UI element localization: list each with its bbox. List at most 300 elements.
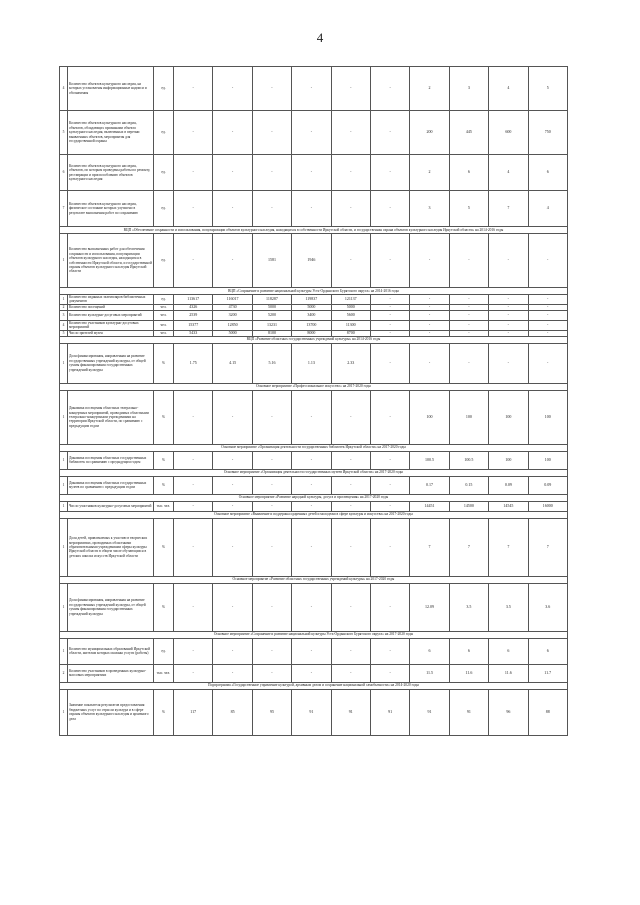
indicator-value: - xyxy=(331,583,370,631)
indicator-name: Количество объектов культурного наследия, объектов, обладающих признаками объекта культурного наследия, включенных в перечни выявленных объектов, мероприятия для государственной охраны xyxy=(68,111,154,155)
indicator-value: 1946 xyxy=(292,234,331,288)
indicator-value: 3 xyxy=(410,191,449,227)
indicator-value: - xyxy=(370,304,409,310)
indicator-value: 3200 xyxy=(213,310,252,320)
indicator-value: 100 xyxy=(489,390,528,444)
indicator-value: 4 xyxy=(489,155,528,191)
indicator-value: - xyxy=(449,234,488,288)
section-title: Основное мероприятие «Сохранение и развитие национальной культуры Усть-Ордынского Бурятского округа» на 2017-2020 годы xyxy=(60,631,568,638)
indicator-value: - xyxy=(213,155,252,191)
indicator-value: - xyxy=(370,67,409,111)
table-row xyxy=(60,390,568,444)
section-header-row xyxy=(60,227,568,234)
indicator-value: - xyxy=(370,330,409,336)
unit-of-measure: % xyxy=(154,518,174,576)
table-row xyxy=(60,310,568,320)
indicator-value: - xyxy=(370,583,409,631)
indicator-value: 3.5 xyxy=(449,583,488,631)
indicator-value: 16000 xyxy=(528,501,567,511)
indicator-value: - xyxy=(252,518,291,576)
indicator-value: - xyxy=(489,330,528,336)
indicator-value: 100.5 xyxy=(410,451,449,469)
indicator-value: - xyxy=(292,638,331,664)
indicator-name: Динамика посещения областных государственных музеев по сравнению с предыдущим годом xyxy=(68,476,154,494)
indicator-value: - xyxy=(292,476,331,494)
indicator-name: Доля финансирования, направленная на развитие государственных учреждений культуры, от общей суммы финансирования государственных учреждений культуры xyxy=(68,583,154,631)
table-row xyxy=(60,191,568,227)
indicator-value: 11.6 xyxy=(489,664,528,682)
section-title: ВЦП «Развитие областных государственных учреждений культуры» на 2014-2016 годы xyxy=(60,336,568,343)
indicator-value: - xyxy=(410,310,449,320)
indicator-value: 1.75 xyxy=(174,343,213,383)
indicator-value: - xyxy=(449,304,488,310)
section-header-row xyxy=(60,576,568,583)
indicator-value: 5000 xyxy=(213,330,252,336)
indicator-value: - xyxy=(213,234,252,288)
indicator-value: 1.13 xyxy=(292,343,331,383)
indicator-value: 4.15 xyxy=(213,343,252,383)
indicator-value: - xyxy=(252,451,291,469)
indicator-value: 11300 xyxy=(331,320,370,330)
indicator-value: - xyxy=(213,390,252,444)
row-number: 1 xyxy=(60,501,68,511)
indicator-value: - xyxy=(252,583,291,631)
indicator-value: - xyxy=(449,330,488,336)
row-number: 7 xyxy=(60,191,68,227)
indicator-value: 750 xyxy=(528,111,567,155)
indicator-value: 5000 xyxy=(331,304,370,310)
row-number: 2 xyxy=(60,664,68,682)
unit-of-measure: % xyxy=(154,343,174,383)
table-row xyxy=(60,155,568,191)
indicator-value: - xyxy=(174,476,213,494)
indicator-value: 14545 xyxy=(489,501,528,511)
indicator-value: - xyxy=(449,320,488,330)
indicator-value: - xyxy=(252,476,291,494)
indicator-value: - xyxy=(489,343,528,383)
section-title: ВЦП «Обеспечение сохранности и использования, популяризации объектов культурного наследия, находящихся в собственности Иркутской области, и государственная охрана объектов культурного наследия Иркутской области» на 2014-2016 годы xyxy=(60,227,568,234)
indicator-value: 14500 xyxy=(449,501,488,511)
indicator-value: - xyxy=(292,67,331,111)
indicator-value: - xyxy=(370,320,409,330)
indicator-value: - xyxy=(174,390,213,444)
indicator-value: - xyxy=(252,67,291,111)
indicator-value: - xyxy=(370,191,409,227)
row-number: 1 xyxy=(60,518,68,576)
indicator-value: - xyxy=(213,501,252,511)
row-number: 5 xyxy=(60,330,68,336)
indicator-value: 100 xyxy=(449,390,488,444)
section-title: Основное мероприятие «Организация деятельности государственных музеев Иркутской области» на 2017-2020 годы xyxy=(60,469,568,476)
indicator-value: - xyxy=(292,451,331,469)
indicator-value: - xyxy=(528,304,567,310)
indicator-value: 6 xyxy=(449,638,488,664)
unit-of-measure: ед. xyxy=(154,191,174,227)
indicator-value: - xyxy=(528,295,567,305)
indicator-value: - xyxy=(370,501,409,511)
unit-of-measure: ед. xyxy=(154,67,174,111)
indicator-value: 11.5 xyxy=(410,664,449,682)
indicator-value: - xyxy=(174,111,213,155)
unit-of-measure: чел. xyxy=(154,304,174,310)
row-number: 1 xyxy=(60,390,68,444)
indicator-name: Количество объектов культурного наследия, физическое состояние которых улучшено в результате выполнения работ по сохранению xyxy=(68,191,154,227)
unit-of-measure: тыс. чел. xyxy=(154,501,174,511)
table-row xyxy=(60,664,568,682)
indicator-name: Количество культурно-досуговых мероприятий xyxy=(68,310,154,320)
indicator-value: 2.33 xyxy=(331,343,370,383)
indicator-name: Значение показателя результатов предоставления бюджетных услуг по отрасли культура и в сфере охраны объектов культурного наследия и архивного дела xyxy=(68,689,154,735)
indicator-name: Динамика посещения областных театрально-концертных мероприятий, проводимых областными театрально-концертными учреждениями на территории Иркутской области, по сравнению с предыдущим годом xyxy=(68,390,154,444)
indicator-value: - xyxy=(292,111,331,155)
table-row xyxy=(60,583,568,631)
indicator-value: - xyxy=(489,320,528,330)
section-header-row xyxy=(60,336,568,343)
indicator-name: Количество муниципальных образований Иркутской области, жителям которых оказаны услуги (работы) xyxy=(68,638,154,664)
indicator-value: 3400 xyxy=(292,310,331,320)
table-body xyxy=(60,67,568,736)
indicator-value: - xyxy=(174,638,213,664)
indicator-value: 8100 xyxy=(252,330,291,336)
indicator-value: - xyxy=(174,664,213,682)
indicator-value: 11.6 xyxy=(449,664,488,682)
indicator-value: 6 xyxy=(528,155,567,191)
indicator-value: - xyxy=(370,343,409,383)
indicator-value: - xyxy=(489,295,528,305)
indicator-name: Количество участников в проведенных культурно-массовых мероприятиях xyxy=(68,664,154,682)
indicator-value: 14451 xyxy=(410,501,449,511)
indicator-value: 13700 xyxy=(292,320,331,330)
indicator-value: 85 xyxy=(213,689,252,735)
indicator-value: 6 xyxy=(410,638,449,664)
indicator-value: 7 xyxy=(528,518,567,576)
indicator-value: 0.09 xyxy=(528,476,567,494)
indicator-value: - xyxy=(410,304,449,310)
indicator-value: - xyxy=(528,343,567,383)
indicator-value: 600 xyxy=(489,111,528,155)
indicator-value: 100 xyxy=(528,451,567,469)
indicator-value: - xyxy=(331,111,370,155)
indicator-value: - xyxy=(331,664,370,682)
indicator-value: 100 xyxy=(410,390,449,444)
section-title: Подпрограмма «Государственное управление культурой, архивным делом и сохранение национальной самобытности» на 2014-2020 годы xyxy=(60,682,568,689)
indicator-value: 121137 xyxy=(331,295,370,305)
indicator-value: 100 xyxy=(489,451,528,469)
indicator-value: - xyxy=(174,518,213,576)
section-title: Основное мероприятие «Выявление и поддержка одаренных детей и молодежи в сфере культуры и искусства» на 2017-2020 годы xyxy=(60,511,568,518)
indicator-name: Количество участников культурно-досуговых мероприятий xyxy=(68,320,154,330)
indicator-value: - xyxy=(174,155,213,191)
indicator-name: Доля детей, привлекаемых к участию в творческих мероприятиях, проводимых областными образовательными учреждениями сферы культуры Иркутской области в общем числе обучающихся в детских школах искусств Иркутской области xyxy=(68,518,154,576)
indicator-value: - xyxy=(331,155,370,191)
unit-of-measure: тыс. чел. xyxy=(154,664,174,682)
indicator-value: 88 xyxy=(528,689,567,735)
indicator-value: 12850 xyxy=(213,320,252,330)
unit-of-measure: % xyxy=(154,689,174,735)
section-header-row xyxy=(60,383,568,390)
row-number: 5 xyxy=(60,111,68,155)
indicator-value: 445 xyxy=(449,111,488,155)
section-header-row xyxy=(60,288,568,295)
indicator-value: - xyxy=(252,501,291,511)
indicator-value: 2 xyxy=(410,155,449,191)
section-header-row xyxy=(60,444,568,451)
indicator-value: 119837 xyxy=(292,295,331,305)
section-header-row xyxy=(60,469,568,476)
indicator-value: 117 xyxy=(174,689,213,735)
indicator-value: - xyxy=(489,304,528,310)
indicator-value: - xyxy=(292,664,331,682)
indicator-value: - xyxy=(370,295,409,305)
indicator-value: 8700 xyxy=(331,330,370,336)
unit-of-measure: чел. xyxy=(154,310,174,320)
row-number: 2 xyxy=(60,304,68,310)
indicator-value: - xyxy=(213,638,252,664)
indicator-name: Количество объектов культурного наследия, на которых установлены информационные надписи и обозначения xyxy=(68,67,154,111)
row-number: 1 xyxy=(60,689,68,735)
table-row xyxy=(60,638,568,664)
indicator-value: 11.7 xyxy=(528,664,567,682)
section-header-row xyxy=(60,631,568,638)
indicator-value: - xyxy=(370,234,409,288)
indicator-value: 95 xyxy=(252,689,291,735)
indicator-value: - xyxy=(331,638,370,664)
indicator-value: - xyxy=(410,295,449,305)
indicator-value: - xyxy=(174,583,213,631)
indicator-value: 91 xyxy=(410,689,449,735)
table-row xyxy=(60,343,568,383)
indicator-value: 4 xyxy=(489,67,528,111)
table-row xyxy=(60,689,568,735)
indicator-value: 0.17 xyxy=(410,476,449,494)
indicator-value: 91 xyxy=(292,689,331,735)
indicator-value: - xyxy=(174,451,213,469)
indicator-value: 7 xyxy=(449,518,488,576)
row-number: 4 xyxy=(60,320,68,330)
indicator-name: Доля финансирования, направленная на развитие государственных учреждений культуры, от общей суммы финансирования государственных учреждений культуры xyxy=(68,343,154,383)
indicator-value: - xyxy=(370,390,409,444)
indicator-value: - xyxy=(174,501,213,511)
section-title: Основное мероприятие «Профессиональное искусство» на 2017-2020 годы xyxy=(60,383,568,390)
indicator-value: 91 xyxy=(331,689,370,735)
row-number: 1 xyxy=(60,343,68,383)
unit-of-measure: % xyxy=(154,390,174,444)
indicator-value: - xyxy=(370,476,409,494)
section-header-row xyxy=(60,511,568,518)
indicator-value: 0.15 xyxy=(449,476,488,494)
indicator-value: - xyxy=(252,638,291,664)
indicator-value: - xyxy=(410,343,449,383)
indicator-value: - xyxy=(331,234,370,288)
indicator-value: 6 xyxy=(528,638,567,664)
section-title: Основное мероприятие «Организация деятельности государственных библиотек Иркутской области» на 2017-2020 годы xyxy=(60,444,568,451)
indicator-name: Количество объектов культурного наследия, объектов, по которым проведены работы по ремонту, реставрации и приспособлению объектов культурного наследия xyxy=(68,155,154,191)
indicator-value: 3 xyxy=(449,67,488,111)
row-number: 1 xyxy=(60,583,68,631)
indicator-value: - xyxy=(449,295,488,305)
indicator-value: - xyxy=(213,664,252,682)
row-number: 4 xyxy=(60,67,68,111)
unit-of-measure: ед. xyxy=(154,638,174,664)
indicator-value: - xyxy=(410,234,449,288)
indicator-value: 1581 xyxy=(252,234,291,288)
indicator-value: 4326 xyxy=(174,304,213,310)
indicator-value: - xyxy=(528,234,567,288)
table-row xyxy=(60,451,568,469)
indicator-value: 118287 xyxy=(252,295,291,305)
indicator-value: 5600 xyxy=(331,310,370,320)
indicator-value: 100.5 xyxy=(449,451,488,469)
indicator-value: - xyxy=(370,111,409,155)
indicator-value: - xyxy=(528,330,567,336)
indicator-name: Число участников культурно-досуговых мероприятий xyxy=(68,501,154,511)
indicator-value: 91 xyxy=(449,689,488,735)
indicator-value: 5433 xyxy=(174,330,213,336)
table-row xyxy=(60,501,568,511)
indicator-value: 96 xyxy=(489,689,528,735)
indicator-value: 6 xyxy=(449,155,488,191)
indicator-value: 113617 xyxy=(174,295,213,305)
table-row xyxy=(60,476,568,494)
section-header-row xyxy=(60,682,568,689)
unit-of-measure: % xyxy=(154,583,174,631)
indicator-value: - xyxy=(489,234,528,288)
indicator-value: 5000 xyxy=(292,304,331,310)
indicator-value: - xyxy=(252,155,291,191)
indicator-value: - xyxy=(449,343,488,383)
table-row xyxy=(60,295,568,305)
indicator-value: - xyxy=(292,583,331,631)
indicator-value: - xyxy=(331,451,370,469)
section-title: Основное мероприятие «Развитие народной культуры, досуга и просвещения» на 2017-2020 годы xyxy=(60,494,568,501)
indicator-value: - xyxy=(331,476,370,494)
unit-of-measure: % xyxy=(154,476,174,494)
indicator-value: 5000 xyxy=(252,304,291,310)
row-number: 1 xyxy=(60,295,68,305)
indicator-value: - xyxy=(331,390,370,444)
unit-of-measure: % xyxy=(154,451,174,469)
indicator-value: - xyxy=(449,310,488,320)
indicator-value: 3.5 xyxy=(489,583,528,631)
indicator-value: 200 xyxy=(410,111,449,155)
indicator-value: - xyxy=(292,518,331,576)
indicator-value: - xyxy=(174,191,213,227)
unit-of-measure: ед. xyxy=(154,234,174,288)
unit-of-measure: ед. xyxy=(154,295,174,305)
table-row xyxy=(60,518,568,576)
unit-of-measure: чел. xyxy=(154,320,174,330)
indicator-value: 8000 xyxy=(292,330,331,336)
section-title: Основное мероприятие «Развитие областных государственных учреждений культуры» на 2017-2020 годы xyxy=(60,576,568,583)
page-number: 4 xyxy=(316,30,324,45)
indicator-value: - xyxy=(213,111,252,155)
indicator-value: - xyxy=(331,518,370,576)
indicator-value: 5 xyxy=(528,67,567,111)
table-row xyxy=(60,320,568,330)
indicator-value: 13231 xyxy=(252,320,291,330)
indicator-value: - xyxy=(213,583,252,631)
indicator-value: - xyxy=(292,191,331,227)
indicator-value: - xyxy=(252,111,291,155)
indicator-value: - xyxy=(292,155,331,191)
row-number: 3 xyxy=(60,310,68,320)
indicator-value: 12.09 xyxy=(410,583,449,631)
indicator-value: - xyxy=(331,501,370,511)
table-row xyxy=(60,234,568,288)
indicator-value: 100 xyxy=(528,390,567,444)
unit-of-measure: ед. xyxy=(154,155,174,191)
indicator-value: - xyxy=(528,320,567,330)
indicator-value: - xyxy=(410,330,449,336)
indicator-name: Количество выполненных работ для обеспечения сохранности и использования, популяризации объектов культурного наследия, находящихся в собственности Иркутской области, и государственной охраны объектов культурного наследия Иркутской области xyxy=(68,234,154,288)
indicator-value: 0.09 xyxy=(489,476,528,494)
indicator-name: Число зрителей музея xyxy=(68,330,154,336)
indicator-value: - xyxy=(370,664,409,682)
indicator-value: 3.6 xyxy=(528,583,567,631)
table-row xyxy=(60,67,568,111)
indicator-value: 7 xyxy=(410,518,449,576)
indicator-value: - xyxy=(174,67,213,111)
indicator-value: - xyxy=(370,155,409,191)
indicator-value: 2 xyxy=(410,67,449,111)
indicator-value: - xyxy=(489,310,528,320)
indicator-value: - xyxy=(213,518,252,576)
indicator-name: Количество изданных экземпляров библиотечных документов xyxy=(68,295,154,305)
indicator-value: 5 xyxy=(449,191,488,227)
indicator-value: 116017 xyxy=(213,295,252,305)
unit-of-measure: чел. xyxy=(154,330,174,336)
indicator-value: 6 xyxy=(489,638,528,664)
indicator-value: 4 xyxy=(528,191,567,227)
section-title: ВЦП «Сохранение и развитие национальной культуры Усть-Ордынского Бурятского округа» на 2014-2016 годы xyxy=(60,288,568,295)
indicator-value: 91 xyxy=(370,689,409,735)
indicator-value: 5200 xyxy=(252,310,291,320)
indicator-name: Количество посещений xyxy=(68,304,154,310)
indicator-value: - xyxy=(213,476,252,494)
indicator-value: - xyxy=(410,320,449,330)
indicator-value: - xyxy=(331,191,370,227)
unit-of-measure: ед. xyxy=(154,111,174,155)
indicator-value: - xyxy=(370,638,409,664)
indicator-value: - xyxy=(370,518,409,576)
indicator-value: 2539 xyxy=(174,310,213,320)
indicator-name: Динамика посещения областных государственных библиотек по сравнению с предыдущим годом xyxy=(68,451,154,469)
indicator-value: - xyxy=(292,501,331,511)
row-number: 6 xyxy=(60,155,68,191)
indicator-value: - xyxy=(174,234,213,288)
indicator-value: - xyxy=(331,67,370,111)
indicator-value: - xyxy=(213,67,252,111)
indicator-value: - xyxy=(292,390,331,444)
indicator-value: 4730 xyxy=(213,304,252,310)
row-number: 1 xyxy=(60,476,68,494)
indicator-value: - xyxy=(252,664,291,682)
row-number: 1 xyxy=(60,451,68,469)
indicator-value: - xyxy=(370,310,409,320)
indicator-value: 5.16 xyxy=(252,343,291,383)
indicator-value: - xyxy=(252,191,291,227)
indicator-value: - xyxy=(528,310,567,320)
indicators-table xyxy=(59,66,568,736)
section-header-row xyxy=(60,494,568,501)
indicator-value: 7 xyxy=(489,191,528,227)
indicator-value: 15377 xyxy=(174,320,213,330)
row-number: 1 xyxy=(60,638,68,664)
indicator-value: - xyxy=(213,451,252,469)
indicator-value: - xyxy=(213,191,252,227)
indicator-value: 7 xyxy=(489,518,528,576)
indicators-table-container xyxy=(59,66,567,736)
